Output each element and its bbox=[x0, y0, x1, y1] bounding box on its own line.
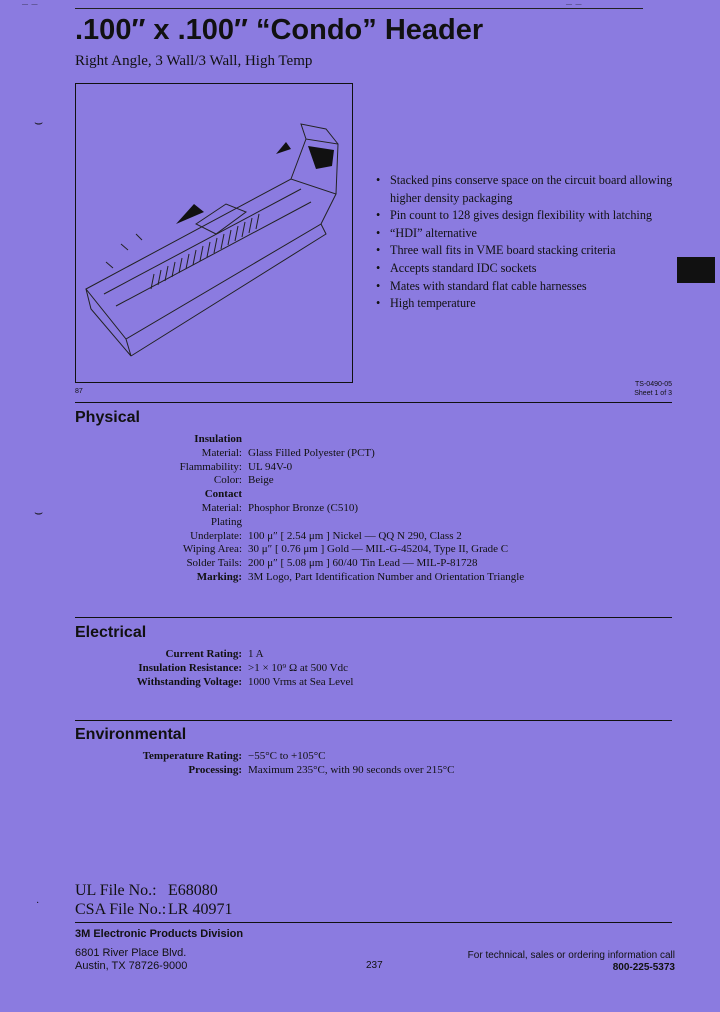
spec-value: Maximum 235°C, with 90 seconds over 215°C bbox=[248, 763, 455, 776]
address bbox=[75, 947, 187, 973]
feature-item: • High temperature bbox=[374, 295, 674, 313]
spec-label: Current Rating: bbox=[165, 648, 242, 660]
figure-number: 87 bbox=[75, 388, 83, 395]
spec-label: Contact bbox=[204, 488, 242, 501]
contact-text: For technical, sales or ordering information call bbox=[467, 950, 675, 961]
spec-value: 100 μ″ [ 2.54 μm ] Nickel — QQ N 290, Class 2 bbox=[248, 529, 462, 542]
header-connector-illustration bbox=[76, 84, 352, 382]
page-subtitle: Right Angle, 3 Wall/3 Wall, High Temp bbox=[75, 53, 313, 69]
address-line: 6801 River Place Blvd. bbox=[75, 947, 187, 959]
spec-value: 1000 Vrms at Sea Level bbox=[248, 675, 354, 688]
spec-value: −55°C to +105°C bbox=[248, 750, 326, 762]
spec-label: Marking: bbox=[196, 570, 242, 583]
page-title: .100″ x .100″ “Condo” Header bbox=[75, 14, 484, 46]
spec-value: Glass Filled Polyester (PCT) bbox=[248, 446, 375, 459]
corner-mark-left: — — bbox=[22, 2, 39, 8]
csa-file-number bbox=[75, 901, 233, 919]
phone-number: 800-225-5373 bbox=[612, 962, 675, 973]
top-rule bbox=[75, 8, 643, 9]
spec-value: Beige bbox=[248, 474, 274, 487]
spec-label: Withstanding Voltage: bbox=[136, 675, 242, 688]
spec-value: 3M Logo, Part Identification Number and Orientation Triangle bbox=[248, 570, 525, 583]
ul-file-number bbox=[75, 882, 218, 900]
division-name: 3M Electronic Products Division bbox=[75, 928, 244, 940]
spec-row bbox=[75, 648, 675, 662]
spec-label: Material: bbox=[201, 501, 242, 514]
corner-mark-right: — — bbox=[566, 2, 583, 8]
spec-value: 1 A bbox=[248, 648, 264, 660]
spec-row bbox=[75, 488, 675, 502]
spec-row bbox=[75, 516, 675, 530]
drawing-reference bbox=[560, 380, 672, 398]
footer-rule bbox=[75, 922, 672, 923]
spec-label: Processing: bbox=[188, 763, 242, 776]
spec-label: Solder Tails: bbox=[186, 557, 242, 570]
spec-value: 200 μ″ [ 5.08 μm ] 60/40 Tin Lead — MIL-P-81728 bbox=[248, 557, 478, 570]
spec-row bbox=[75, 433, 675, 447]
spec-row bbox=[75, 461, 675, 475]
spec-label: Material: bbox=[201, 446, 242, 459]
product-figure bbox=[75, 83, 353, 383]
spec-row bbox=[75, 530, 675, 544]
spec-row bbox=[75, 571, 675, 585]
section-tab bbox=[677, 257, 715, 283]
spec-row bbox=[75, 502, 675, 516]
spec-label: Insulation bbox=[194, 433, 242, 445]
spec-label: Insulation Resistance: bbox=[138, 661, 242, 674]
sheet-label: Sheet 1 of 3 bbox=[634, 390, 672, 397]
page-number: 237 bbox=[366, 960, 383, 971]
spec-value: >1 × 10⁹ Ω at 500 Vdc bbox=[248, 661, 348, 674]
electrical-spec-table bbox=[75, 648, 675, 689]
spec-row bbox=[75, 764, 675, 778]
spec-label: Color: bbox=[213, 474, 242, 487]
spec-row bbox=[75, 543, 675, 557]
feature-list bbox=[374, 172, 674, 313]
feature-item: • Three wall fits in VME board stacking criteria bbox=[374, 242, 674, 260]
margin-mark: ⌣ bbox=[34, 116, 44, 131]
part-code: TS-0490-05 bbox=[635, 381, 672, 388]
section-rule bbox=[75, 720, 672, 721]
csa-file-label: CSA File No.: bbox=[75, 901, 167, 918]
section-rule bbox=[75, 402, 672, 403]
spec-row bbox=[75, 474, 675, 488]
environmental-spec-table bbox=[75, 750, 675, 778]
spec-label: Plating bbox=[210, 515, 242, 528]
feature-item: • Accepts standard IDC sockets bbox=[374, 260, 674, 278]
physical-heading: Physical bbox=[75, 409, 140, 426]
electrical-heading: Electrical bbox=[75, 624, 147, 641]
spec-value: Phosphor Bronze (C510) bbox=[248, 501, 358, 514]
ul-file-value: E68080 bbox=[168, 882, 218, 899]
environmental-heading: Environmental bbox=[75, 726, 187, 743]
ul-file-label: UL File No.: bbox=[75, 882, 157, 899]
spec-label: Flammability: bbox=[179, 460, 242, 473]
address-line: Austin, TX 78726-9000 bbox=[75, 960, 188, 972]
spec-value: UL 94V-0 bbox=[248, 460, 293, 473]
contact-info bbox=[440, 950, 675, 974]
spec-value: 30 μ″ [ 0.76 μm ] Gold — MIL-G-45204, Type II, Grade C bbox=[248, 543, 509, 556]
feature-item: • “HDI” alternative bbox=[374, 225, 674, 243]
feature-item: • Stacked pins conserve space on the circuit board allowing higher density packaging bbox=[374, 172, 674, 207]
spec-row bbox=[75, 447, 675, 461]
physical-spec-table bbox=[75, 433, 675, 585]
section-rule bbox=[75, 617, 672, 618]
feature-item: • Pin count to 128 gives design flexibility with latching bbox=[374, 207, 674, 225]
csa-file-value: LR 40971 bbox=[168, 901, 233, 918]
spec-row bbox=[75, 676, 675, 690]
spec-row bbox=[75, 662, 675, 676]
spec-row bbox=[75, 750, 675, 764]
spec-label: Temperature Rating: bbox=[142, 750, 242, 762]
spec-label: Underplate: bbox=[190, 529, 242, 542]
spec-row bbox=[75, 557, 675, 571]
margin-mark: ⌣ bbox=[34, 506, 44, 521]
spec-label: Wiping Area: bbox=[182, 543, 242, 556]
feature-item: • Mates with standard flat cable harnesses bbox=[374, 278, 674, 296]
margin-mark: · bbox=[36, 898, 40, 909]
